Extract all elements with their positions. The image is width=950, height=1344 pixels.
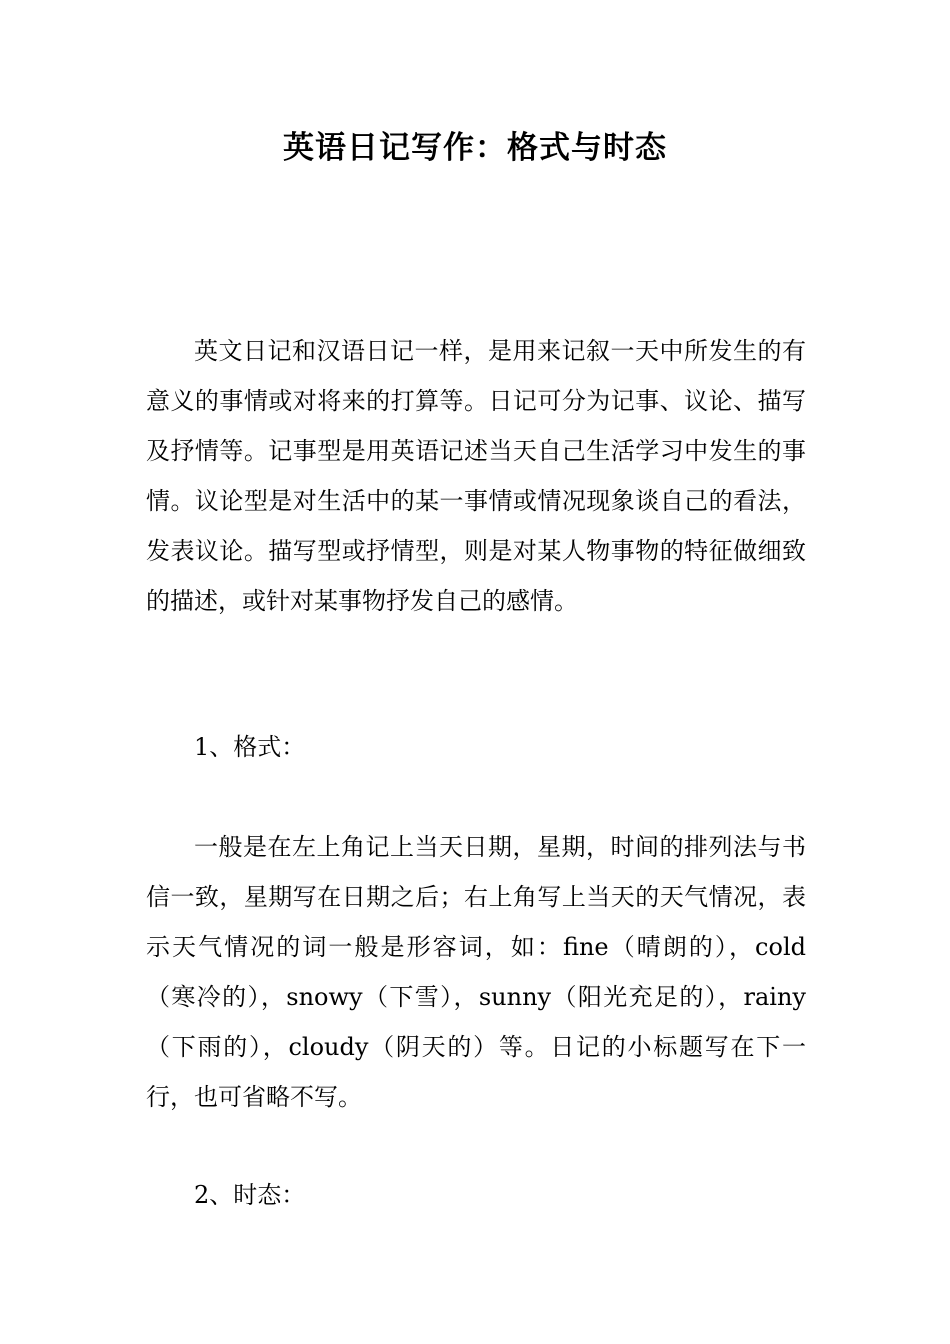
document-title: 英语日记写作：格式与时态 <box>283 130 667 166</box>
intro-paragraph: 英文日记和汉语日记一样，是用来记叙一天中所发生的有意义的事情或对将来的打算等。日记可分为记事、议论、描写及抒情等。记事型是用英语记述当天自己生活学习中发生的事情。议论型是对生活中的某一事情或情况现象谈自己的看法，发表议论。描写型或抒情型，则是对某人物事物的特征做细致的描述，或针对某事物抒发自己的感情。 <box>146 337 806 615</box>
section-heading-format: 1、格式： <box>194 733 306 761</box>
section-heading-tense: 2、时态： <box>194 1181 306 1209</box>
format-paragraph: 一般是在左上角记上当天日期，星期，时间的排列法与书信一致，星期写在日期之后；右上角写上当天的天气情况，表示天气情况的词一般是形容词，如：fine（晴朗的），cold（寒冷的），snowy（下雪），sunny（阳光充足的），rainy（下雨的），cloudy（阴天的）等。日记的小标题写在下一行，也可省略不写。 <box>146 833 806 1111</box>
